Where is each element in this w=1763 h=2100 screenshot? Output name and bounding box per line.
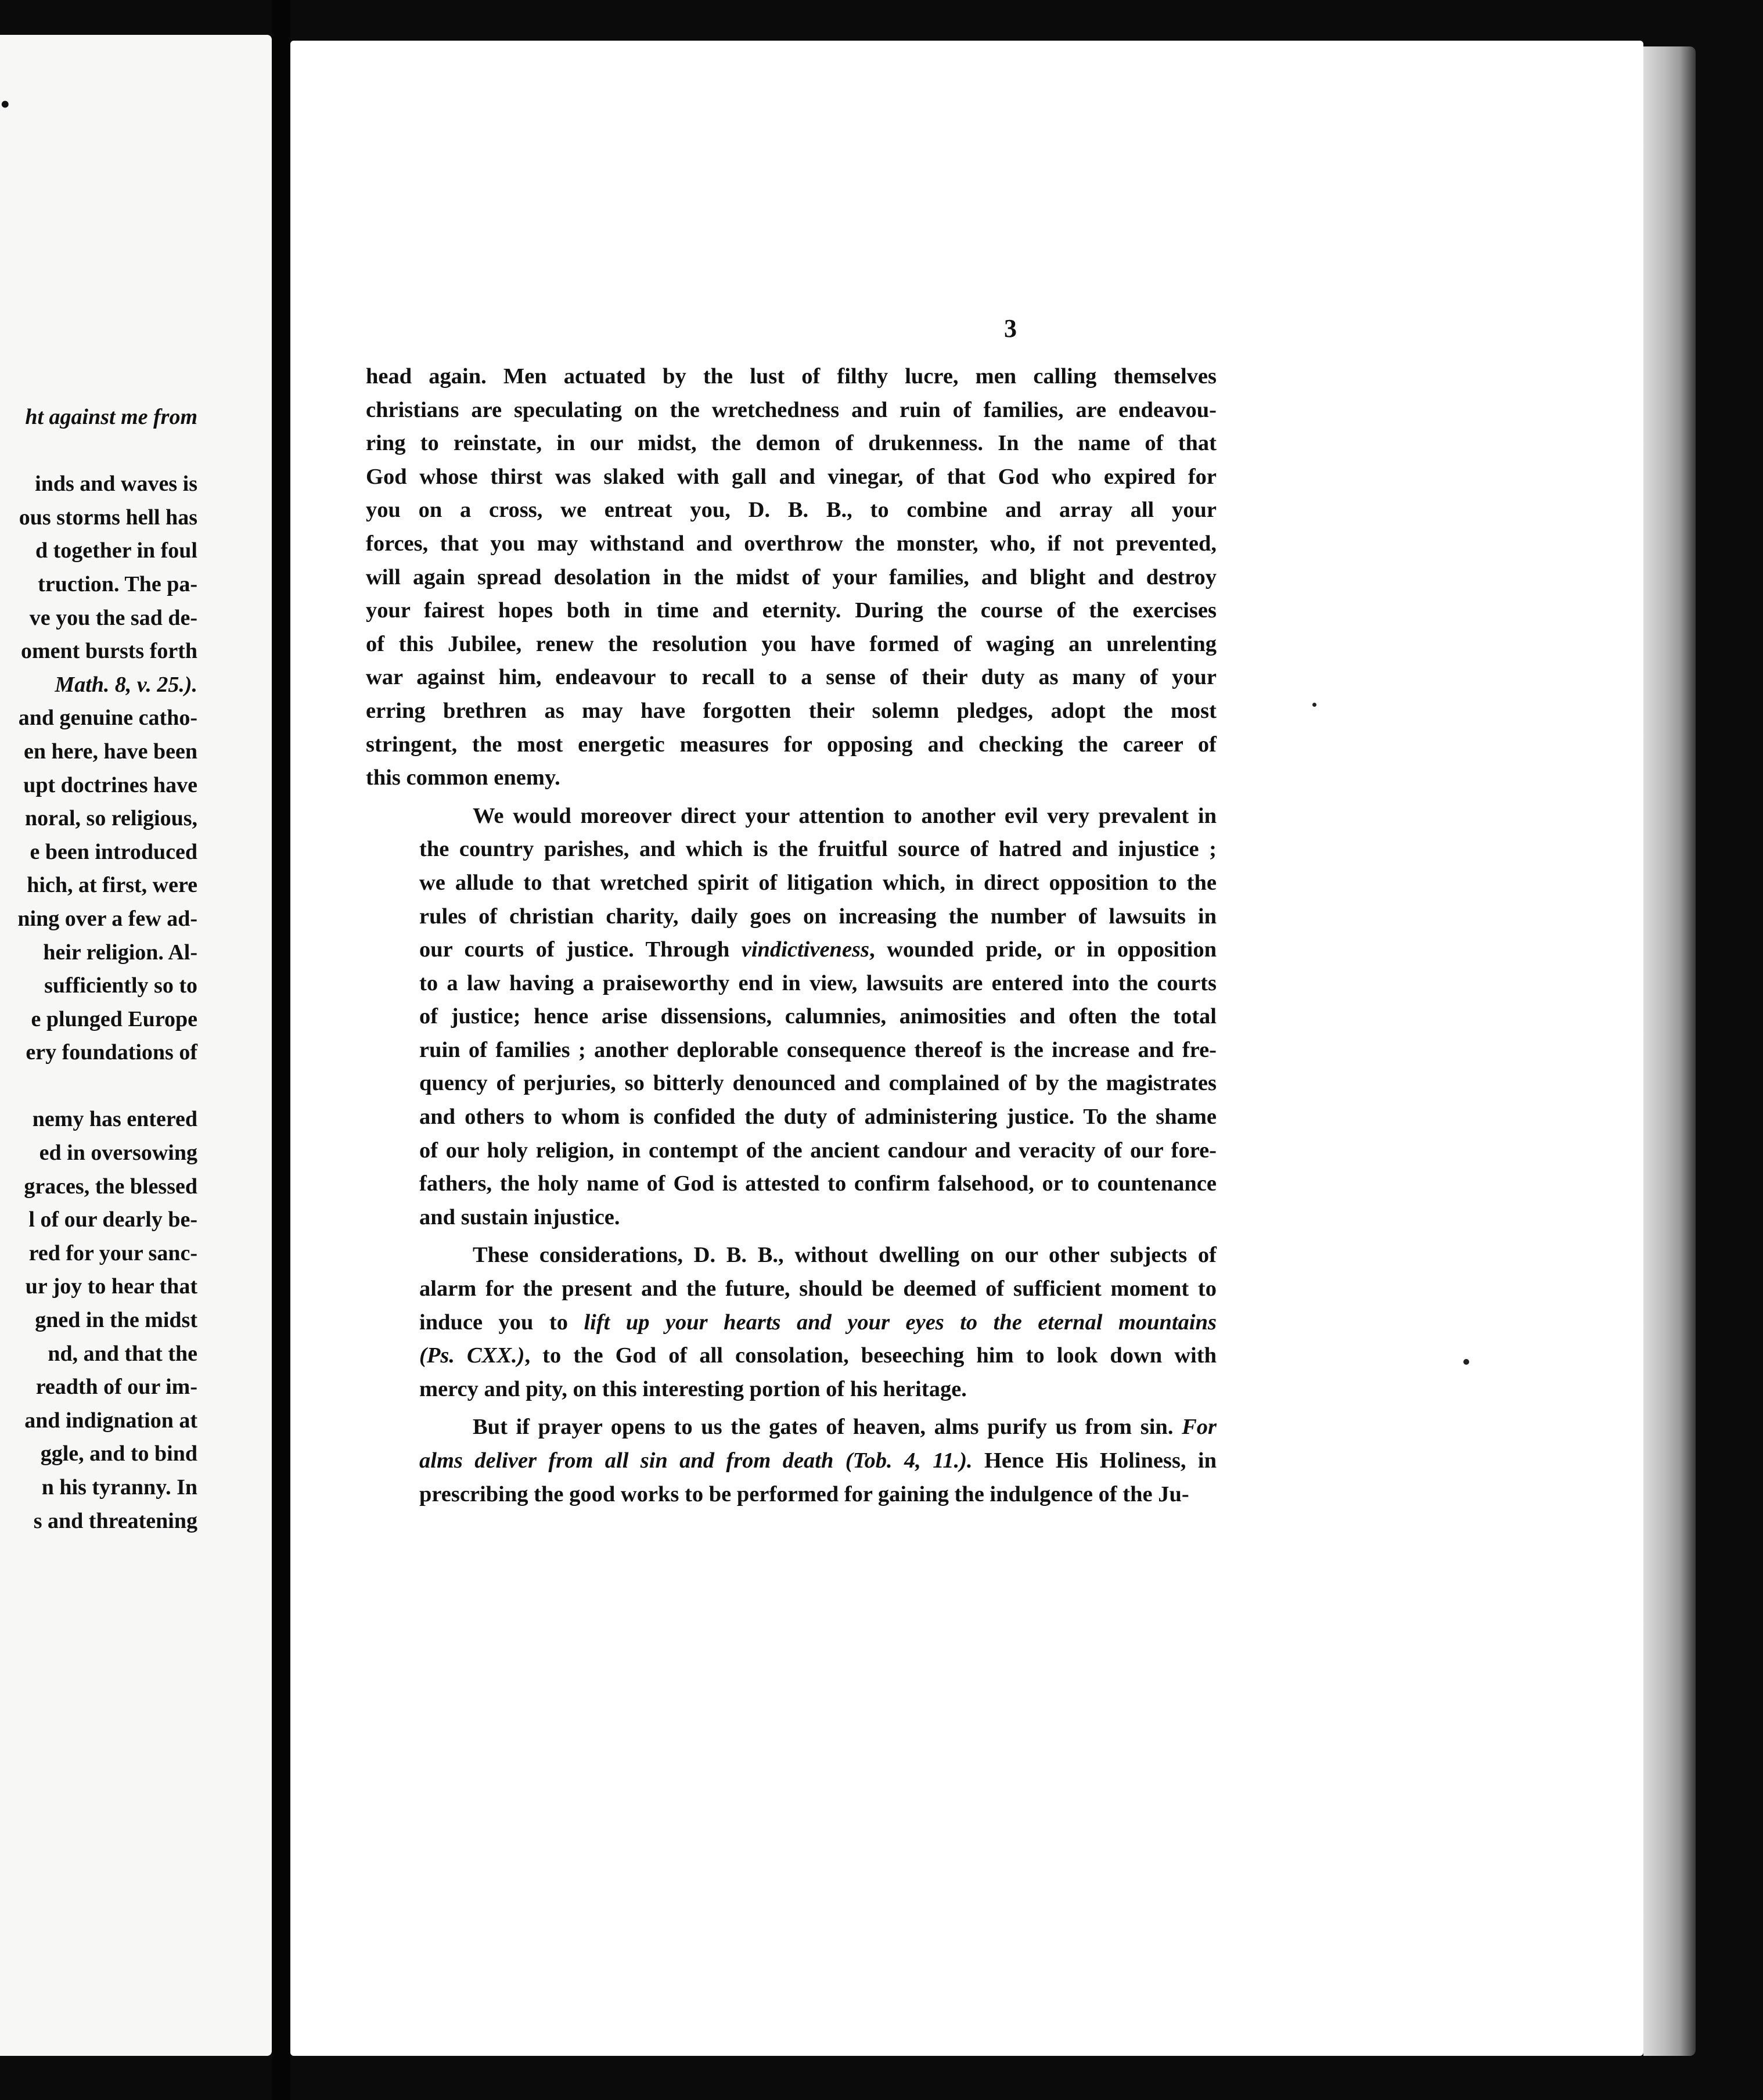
text-run: mercy and pity, on this interesting portion of his heritage. (419, 1376, 967, 1401)
italic-text: vindictiveness (741, 937, 870, 962)
text-line (366, 1067, 1217, 1101)
text-run: war against him, endeavour to recall to a sense of their duty as many of your (366, 665, 1217, 690)
text-run: your fairest hopes both in time and eternity. During the course of the exercises (366, 598, 1217, 623)
text-line (366, 594, 1217, 628)
text-run: and others to whom is confided the duty of administering justice. To the shame (419, 1105, 1217, 1130)
text-line (366, 1167, 1217, 1201)
text-line (366, 695, 1217, 728)
italic-text: (Ps. CXX.) (419, 1343, 525, 1368)
text-line: ning over a few ad- (17, 906, 197, 931)
text-run: God whose thirst was slaked with gall and vinegar, of that God who expired for (366, 464, 1217, 489)
text-line: heir religion. Al- (43, 940, 197, 965)
text-line: upt doctrines have (23, 772, 197, 797)
ink-speck (1312, 703, 1316, 707)
text-run: and sustain injustice. (419, 1204, 620, 1229)
text-line (366, 1306, 1217, 1340)
text-line: en here, have been (23, 739, 197, 764)
text-line (366, 1101, 1217, 1134)
italic-text: alms deliver from all sin and from death (Tob. 4, 11.). (419, 1448, 973, 1473)
italic-text: lift up your hearts and your eyes to the eternal mountains (584, 1310, 1217, 1335)
text-line (366, 866, 1217, 900)
text-line (366, 967, 1217, 1001)
text-line (366, 1444, 1217, 1478)
line-gap (0, 434, 197, 468)
text-line (366, 360, 1217, 394)
text-run: , wounded pride, or in opposition (869, 937, 1217, 962)
previous-page-text (0, 401, 197, 1538)
text-run: this common enemy. (366, 765, 560, 790)
paragraph (366, 1239, 1217, 1406)
text-line: and indignation at (24, 1408, 197, 1433)
text-run: head again. Men actuated by the lust of filthy lucre, men calling themselves (366, 364, 1217, 389)
text-run: fathers, the holy name of God is attested to confirm falsehood, or to countenance (419, 1171, 1217, 1196)
text-run: But if prayer opens to us the gates of heaven, alms purify us from sin. (473, 1415, 1182, 1440)
text-line: ur joy to hear that (25, 1274, 197, 1299)
text-run: of this Jubilee, renew the resolution you have formed of waging an unrelenting (366, 631, 1217, 656)
text-line (366, 1373, 1217, 1407)
text-line (366, 1339, 1217, 1373)
text-line: noral, so religious, (25, 806, 197, 831)
paragraph (366, 360, 1217, 795)
text-line: inds and waves is (35, 472, 197, 497)
text-run: ring to reinstate, in our midst, the demon of drukenness. In the name of that (366, 431, 1217, 456)
text-line (366, 800, 1217, 833)
ink-speck (1463, 1359, 1469, 1365)
text-line (366, 461, 1217, 494)
text-run: christians are speculating on the wretchedness and ruin of families, are endeavou- (366, 397, 1217, 422)
text-line: e been introduced (30, 839, 197, 864)
text-line: ve you the sad de- (29, 605, 197, 630)
text-line (366, 561, 1217, 595)
text-line: gned in the midst (35, 1308, 197, 1333)
text-run: prescribing the good works to be performed for gaining the indulgence of the Ju- (419, 1481, 1189, 1506)
text-run: will again spread desolation in the midst of your families, and blight and destroy (366, 564, 1217, 589)
page-body-text (366, 360, 1217, 1511)
text-run: rules of christian charity, daily goes on increasing the number of lawsuits in (419, 904, 1217, 929)
text-line: truction. The pa- (38, 571, 197, 596)
text-line: s and threatening (33, 1508, 197, 1533)
text-line (366, 1239, 1217, 1272)
text-line (366, 1034, 1217, 1067)
previous-page-mark: • (0, 88, 10, 120)
text-line: d together in foul (35, 538, 197, 563)
text-line (366, 1478, 1217, 1512)
text-line (366, 933, 1217, 967)
text-line: red for your sanc- (28, 1240, 197, 1265)
text-run: we allude to that wretched spirit of litigation which, in direct opposition to the (419, 870, 1217, 895)
text-line (366, 728, 1217, 762)
text-line: nd, and that the (48, 1341, 197, 1366)
text-line: ht against me from (25, 405, 197, 429)
text-line (366, 1411, 1217, 1444)
text-line (366, 394, 1217, 427)
text-line (366, 1272, 1217, 1306)
text-line: hich, at first, were (27, 873, 197, 898)
text-run: These considerations, D. B. B., without dwelling on our other subjects of (473, 1243, 1217, 1268)
text-line: Math. 8, v. 25.). (55, 672, 197, 697)
text-line: oment bursts forth (21, 639, 197, 664)
book-gutter (272, 0, 290, 2100)
text-line: sufficiently so to (44, 973, 197, 998)
text-run: you on a cross, we entreat you, D. B. B., to combine and array all your (366, 498, 1217, 523)
text-line (366, 494, 1217, 527)
text-line (366, 427, 1217, 461)
line-gap (0, 1070, 197, 1103)
text-line (366, 761, 1217, 795)
text-run: alarm for the present and the future, should be deemed of sufficient moment to (419, 1276, 1217, 1301)
text-line (366, 833, 1217, 866)
text-run: ruin of families ; another deplorable consequence thereof is the increase and fre- (419, 1037, 1217, 1062)
text-line (366, 1134, 1217, 1168)
text-run: stringent, the most energetic measures for opposing and checking the career of (366, 732, 1217, 757)
text-line: n his tyranny. In (41, 1475, 197, 1500)
text-run: to a law having a praiseworthy end in view, lawsuits are entered into the courts (419, 970, 1217, 995)
text-run: We would moreover direct your attention to another evil very prevalent in (473, 803, 1217, 828)
paragraph (366, 1411, 1217, 1511)
text-line: e plunged Europe (31, 1006, 197, 1031)
text-line: and genuine catho- (18, 706, 197, 731)
text-line (366, 1000, 1217, 1034)
text-line: ery foundations of (26, 1040, 197, 1065)
previous-page (0, 35, 272, 2056)
text-run: our courts of justice. Through (419, 937, 742, 962)
text-run: of our holy religion, in contempt of the ancient candour and veracity of our fore- (419, 1138, 1217, 1163)
text-run: of justice; hence arise dissensions, calumnies, animosities and often the total (419, 1004, 1217, 1029)
text-run: erring brethren as may have forgotten their solemn pledges, adopt the most (366, 698, 1217, 723)
text-line: readth of our im- (35, 1375, 197, 1400)
text-line: graces, the blessed (24, 1174, 197, 1199)
text-line (366, 527, 1217, 561)
text-line: ed in oversowing (39, 1141, 197, 1166)
text-run: quency of perjuries, so bitterly denounced and complained of by the magistrates (419, 1071, 1217, 1096)
text-run: the country parishes, and which is the fruitful source of hatred and injustice ; (419, 837, 1217, 862)
page-stack-edge (1643, 46, 1696, 2056)
text-run: forces, that you may withstand and overthrow the monster, who, if not prevented, (366, 531, 1217, 556)
text-run: , to the God of all consolation, beseeching him to look down with (524, 1343, 1217, 1368)
text-line: l of our dearly be- (28, 1207, 197, 1232)
text-line (366, 628, 1217, 661)
text-line: ggle, and to bind (40, 1441, 197, 1466)
text-run: Hence His Holiness, in (972, 1448, 1217, 1473)
text-line (366, 900, 1217, 934)
text-line: nemy has entered (32, 1107, 197, 1132)
text-line (366, 661, 1217, 695)
page-number: 3 (1004, 314, 1017, 343)
current-page (290, 41, 1643, 2056)
paragraph (366, 800, 1217, 1235)
text-line (366, 1201, 1217, 1235)
text-line: ous storms hell has (19, 505, 197, 530)
italic-text: For (1182, 1415, 1217, 1440)
text-run: induce you to (419, 1310, 584, 1335)
